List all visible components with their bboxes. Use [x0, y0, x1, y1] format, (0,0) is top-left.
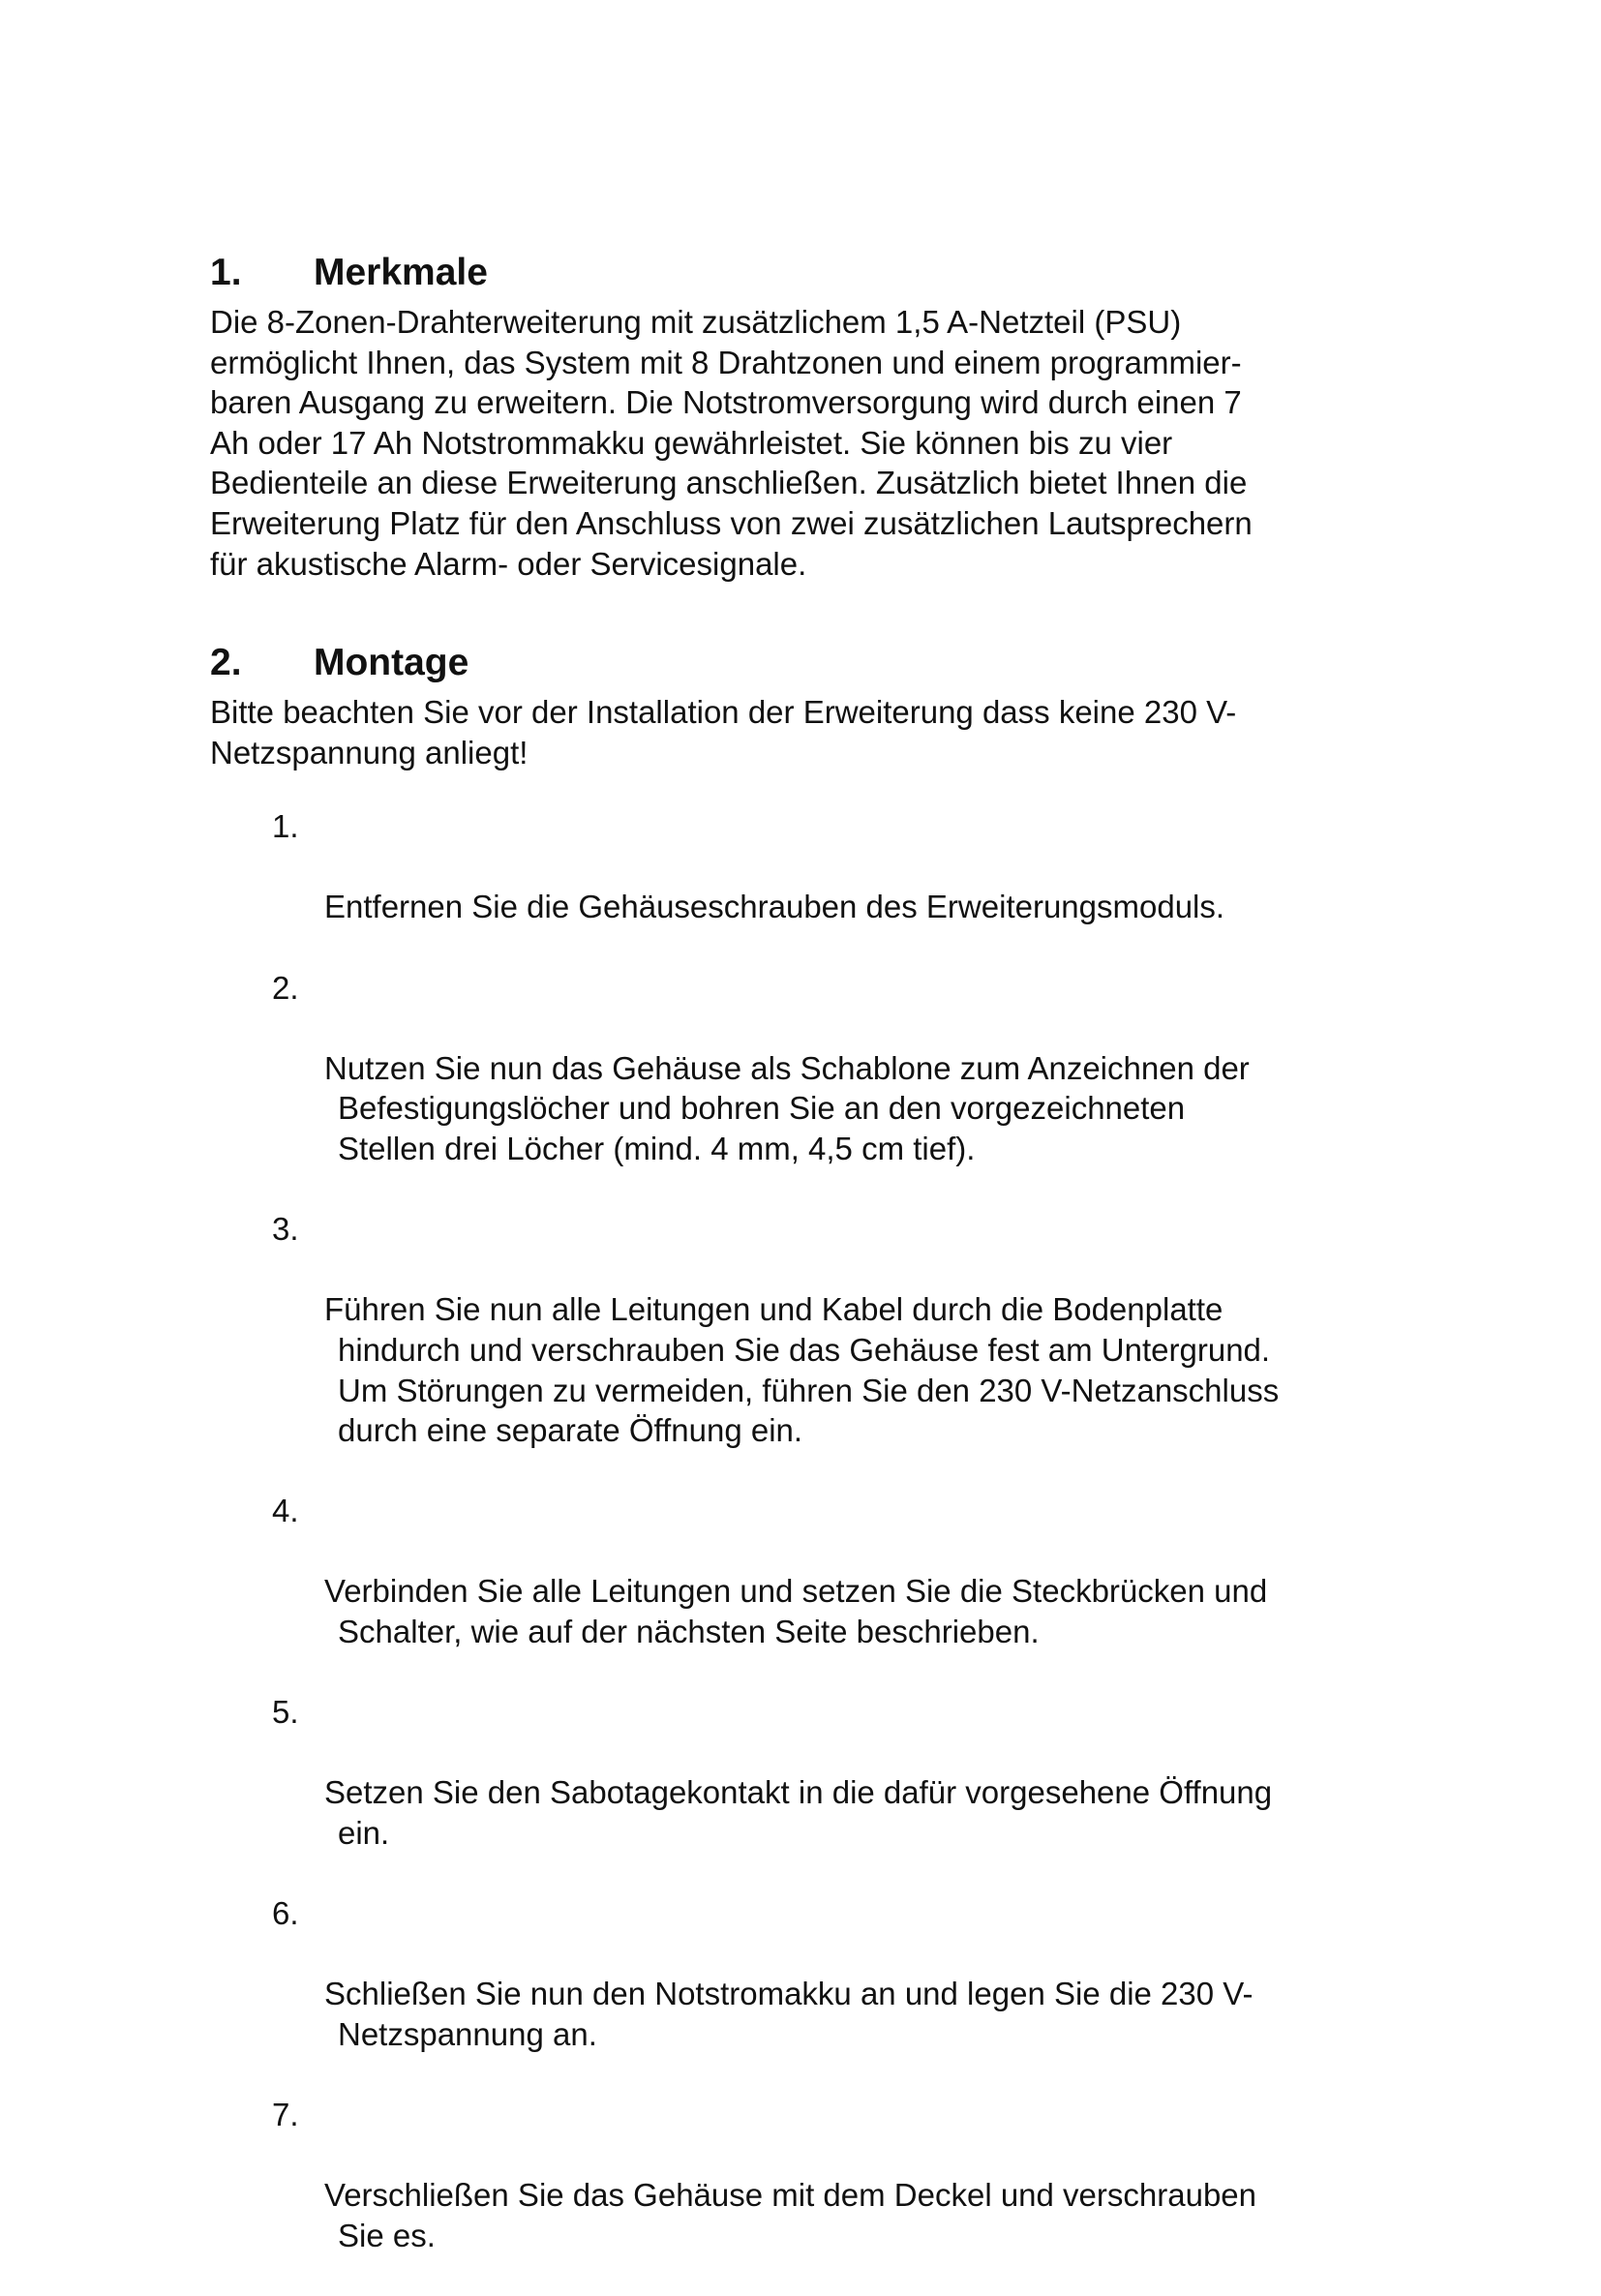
list-item — [210, 1209, 1401, 1491]
list-item — [210, 968, 1401, 1210]
step-text: Verschließen Sie das Gehäuse mit dem Deckel und verschrauben Sie es. — [324, 2177, 1257, 2253]
step-number: 6. — [272, 1895, 299, 1932]
list-item — [210, 1893, 1401, 2095]
step-number: 5. — [272, 1694, 299, 1731]
step-text: Führen Sie nun alle Leitungen und Kabel durch die Bodenplatte hindurch und verschrauben Sie das Gehäuse fest am Untergrund. Um Störungen zu vermeiden, führen Sie den 230 V-Netzanschluss durch eine separate Öffnung ein. — [324, 1291, 1280, 1449]
list-item — [210, 806, 1401, 967]
step-number: 2. — [272, 969, 299, 1006]
section-title: Merkmale — [314, 252, 488, 293]
list-item — [210, 1491, 1401, 1692]
section-installation — [210, 634, 1401, 2296]
section-number: 1. — [210, 252, 242, 293]
step-number: 3. — [272, 1211, 299, 1248]
section-heading — [210, 634, 1401, 692]
step-text: Entfernen Sie die Gehäuseschrauben des Erweiterungsmoduls. — [324, 889, 1225, 925]
list-item — [210, 1692, 1401, 1893]
step-text: Setzen Sie den Sabotagekontakt in die dafür vorgesehene Öffnung ein. — [324, 1774, 1273, 1852]
list-item — [210, 2095, 1401, 2296]
step-number: 1. — [272, 808, 299, 845]
section-title: Montage — [314, 642, 469, 683]
section-number: 2. — [210, 642, 242, 683]
step-number: 7. — [272, 2097, 299, 2133]
installation-steps — [210, 806, 1401, 2296]
step-text: Nutzen Sie nun das Gehäuse als Schablone zum Anzeichnen der Befestigungslöcher und bohren Sie an den vorgezeichneten Stellen drei Löcher (mind. 4 mm, 4,5 cm tief). — [324, 1049, 1250, 1166]
section-heading — [210, 244, 1401, 302]
section-features — [210, 244, 1401, 584]
section-paragraph: Die 8-Zonen-Drahterweiterung mit zusätzlichem 1,5 A-Netzteil (PSU) ermöglicht Ihnen, das System mit 8 Drahtzonen und einem programmier- baren Ausgang zu erweitern. Die Notstromversorgung wird durch einen 7 Ah oder 17 Ah Notstrommakku gewährleistet. Sie können bis zu vier Bedienteile an diese Erweiterung anschließen. Zusätzlich bietet Ihnen die Erweiterung Platz für den Anschluss von zwei zusätzlichen Lautsprechern für akustische Alarm- oder Servicesignale. — [210, 304, 1253, 582]
section-paragraph: Bitte beachten Sie vor der Installation der Erweiterung dass keine 230 V- Netzspannung anliegt! — [210, 694, 1237, 770]
step-number: 4. — [272, 1493, 299, 1529]
step-text: Schließen Sie nun den Notstromakku an und legen Sie die 230 V- Netzspannung an. — [324, 1976, 1254, 2052]
step-text: Verbinden Sie alle Leitungen und setzen Sie die Steckbrücken und Schalter, wie auf der nächsten Seite beschrieben. — [324, 1573, 1268, 1650]
